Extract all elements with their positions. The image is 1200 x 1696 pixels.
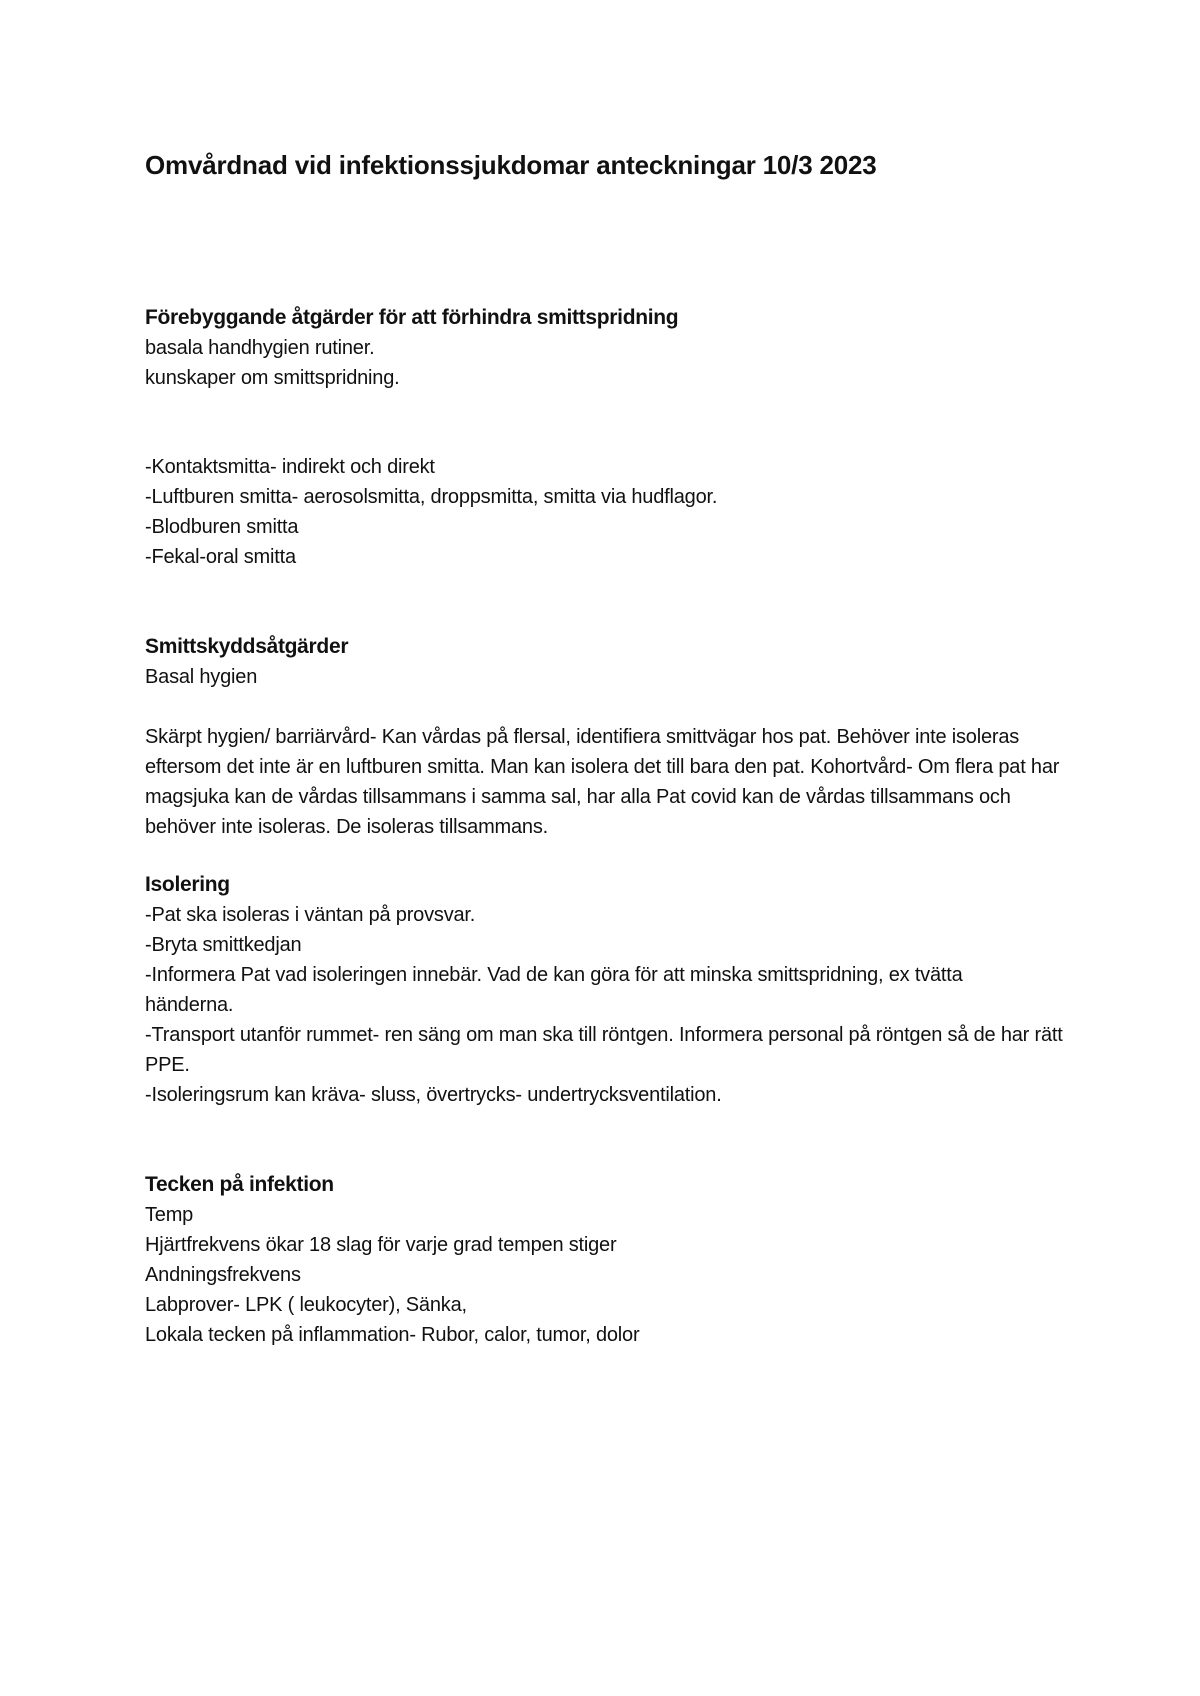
list-item: -Luftburen smitta- aerosolsmitta, droppsmitta, smitta via hudflagor. xyxy=(145,486,718,508)
section-isolation xyxy=(145,870,1075,1110)
paragraph: Skärpt hygien/ barriärvård- Kan vårdas på flersal, identifiera smittvägar hos pat. Behöver inte isoleras eftersom det inte är en luftburen smitta. Man kan isolera det till bara den pat. Kohortvård- Om flera pat har magsjuka kan de vårdas tillsammans i samma sal, har alla Pat covid kan de vårdas tillsammans och behöver inte isoleras. De isoleras tillsammans. xyxy=(145,726,1060,838)
section-heading: Förebyggande åtgärder för att förhindra smittspridning xyxy=(145,306,679,329)
list-item: -Pat ska isoleras i väntan på provsvar. xyxy=(145,904,476,926)
list-item: Temp xyxy=(145,1204,194,1226)
text-line: basala handhygien rutiner. xyxy=(145,337,375,359)
list-item: Hjärtfrekvens ökar 18 slag för varje grad tempen stiger xyxy=(145,1234,617,1256)
text-line: Basal hygien xyxy=(145,666,258,688)
list-item: Andningsfrekvens xyxy=(145,1264,301,1286)
section-heading: Smittskyddsåtgärder xyxy=(145,635,349,658)
list-item: -Blodburen smitta xyxy=(145,516,299,538)
section-heading: Isolering xyxy=(145,873,230,896)
list-item: -Kontaktsmitta- indirekt och direkt xyxy=(145,456,435,478)
list-item: Lokala tecken på inflammation- Rubor, calor, tumor, dolor xyxy=(145,1324,640,1346)
section-transmission xyxy=(145,452,1075,572)
section-protection xyxy=(145,632,1075,842)
text-line: kunskaper om smittspridning. xyxy=(145,367,400,389)
list-item: -Transport utanför rummet- ren säng om man ska till röntgen. Informera personal på röntgen så de har rätt PPE. xyxy=(145,1024,1063,1076)
paragraph-spacer xyxy=(145,692,1075,722)
section-signs xyxy=(145,1170,1075,1350)
list-item: Labprover- LPK ( leukocyter), Sänka, xyxy=(145,1294,467,1316)
document-title: Omvårdnad vid infektionssjukdomar anteckningar 10/3 2023 xyxy=(145,150,877,180)
section-prevention xyxy=(145,303,1075,393)
section-heading: Tecken på infektion xyxy=(145,1173,334,1196)
list-item: -Isoleringsrum kan kräva- sluss, övertrycks- undertrycksventilation. xyxy=(145,1084,722,1106)
list-item: -Fekal-oral smitta xyxy=(145,546,296,568)
list-item: -Informera Pat vad isoleringen innebär. Vad de kan göra för att minska smittspridning, ex tvätta händerna. xyxy=(145,964,963,1016)
list-item: -Bryta smittkedjan xyxy=(145,934,302,956)
